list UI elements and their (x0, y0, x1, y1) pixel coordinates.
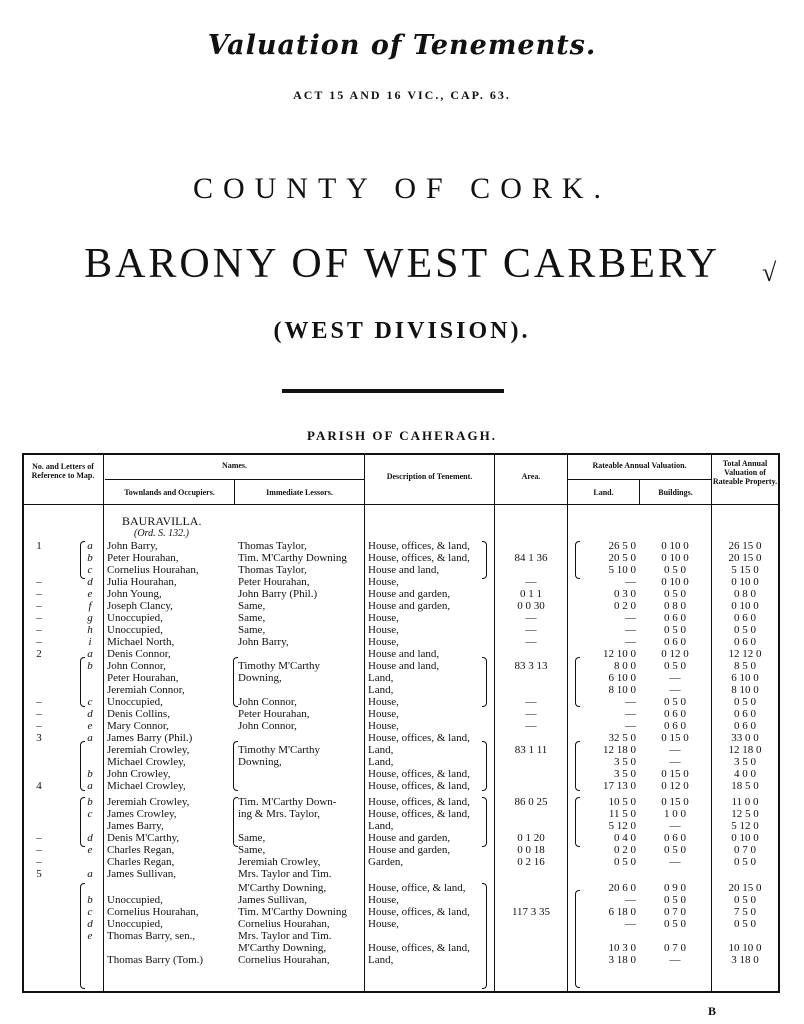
table-cell-no: – (36, 636, 42, 648)
table-cell-bld: 0 5 0 (664, 844, 686, 856)
table-cell-land: 6 18 0 (608, 906, 636, 918)
table-cell-letter: e (87, 844, 93, 856)
table-cell-land: 0 2 0 (614, 844, 636, 856)
table-cell-desc: Land, (368, 672, 394, 684)
table-cell-no: – (36, 832, 42, 844)
table-cell-tot: 5 12 0 (731, 820, 759, 832)
table-cell-area: 0 1 1 (520, 588, 542, 600)
table-cell-area: 83 1 11 (514, 744, 548, 756)
ordnance-sheet: (Ord. S. 132.) (134, 528, 189, 539)
table-cell-les: M'Carthy Downing, (238, 942, 327, 954)
table-cell-no: – (36, 696, 42, 708)
table-cell-bld: 0 10 0 (661, 552, 689, 564)
table-cell-occ: Julia Hourahan, (107, 576, 177, 588)
table-cell-no: – (36, 624, 42, 636)
table-cell-land: 12 18 0 (603, 744, 636, 756)
table-cell-land: — (625, 636, 636, 648)
table-cell-area: 83 3 13 (514, 660, 548, 672)
table-cell-land: 3 5 0 (614, 768, 636, 780)
table-cell-desc: House, offices, & land, (368, 796, 470, 808)
table-cell-occ: Michael Crowley, (107, 780, 186, 792)
table-cell-occ: James Sullivan, (107, 868, 177, 880)
header-names: Names. (221, 461, 248, 470)
table-cell-letter: d (87, 708, 93, 720)
table-cell-les: Mrs. Taylor and Tim. (238, 930, 332, 942)
table-cell-occ: Denis Connor, (107, 648, 171, 660)
table-cell-tot: 20 15 0 (728, 882, 762, 894)
table-cell-letter: c (87, 906, 93, 918)
table-cell-land: 3 18 0 (608, 954, 636, 966)
table-cell-land: 0 2 0 (614, 600, 636, 612)
table-cell-tot: 5 15 0 (731, 564, 759, 576)
table-cell-no: – (36, 856, 42, 868)
header-buildings: Buildings. (658, 488, 693, 497)
table-cell-no: 4 (36, 780, 42, 792)
table-cell-tot: 0 6 0 (734, 636, 756, 648)
table-cell-land: — (625, 612, 636, 624)
county-heading: COUNTY OF CORK. (192, 172, 612, 205)
header-townlands: Townlands and Occupiers. (124, 488, 215, 497)
table-cell-land: — (625, 720, 636, 732)
table-cell-desc: House, (368, 624, 399, 636)
table-cell-desc: House and land, (368, 660, 440, 672)
table-cell-tot: 0 6 0 (734, 612, 756, 624)
table-cell-bld: 0 6 0 (664, 708, 686, 720)
table-cell-no: – (36, 600, 42, 612)
table-cell-bld: — (669, 672, 681, 684)
table-cell-les: Same, (238, 612, 266, 624)
table-cell-desc: House and garden, (368, 600, 451, 612)
table-cell-land: — (625, 696, 636, 708)
table-cell-bld: 0 10 0 (661, 576, 689, 588)
division-heading: (WEST DIVISION). (273, 318, 531, 344)
table-cell-desc: House, offices, & land, (368, 732, 470, 744)
table-cell-desc: Land, (368, 684, 394, 696)
header-land: Land. (593, 488, 614, 497)
table-cell-bld: 0 15 0 (661, 796, 689, 808)
page-signature: B (708, 1004, 717, 1018)
table-cell-letter: a (87, 868, 93, 880)
table-cell-les: Same, (238, 600, 266, 612)
table-cell-desc: House and land, (368, 648, 440, 660)
table-cell-les: Mrs. Taylor and Tim. (238, 868, 332, 880)
table-cell-letter: b (87, 894, 93, 906)
divider-rule (282, 389, 504, 393)
table-cell-occ: Michael Crowley, (107, 756, 186, 768)
table-cell-bld: 0 6 0 (664, 636, 686, 648)
check-mark: √ (762, 258, 777, 287)
table-cell-les: Thomas Taylor, (238, 564, 307, 576)
table-cell-tot: 0 10 0 (731, 832, 759, 844)
table-cell-occ: Unoccupied, (107, 894, 163, 906)
table-cell-les: Downing, (238, 672, 282, 684)
table-cell-letter: c (87, 564, 93, 576)
table-cell-tot: 0 5 0 (734, 918, 756, 930)
table-cell-letter: e (87, 930, 93, 942)
table-cell-bld: 0 12 0 (661, 648, 689, 660)
table-cell-occ: John Young, (107, 588, 162, 600)
table-cell-occ: James Barry, (107, 820, 164, 832)
table-cell-land: 5 12 0 (608, 820, 636, 832)
table-cell-letter: i (88, 636, 92, 648)
table-cell-area: 0 0 18 (517, 844, 545, 856)
table-cell-land: 26 5 0 (608, 540, 636, 552)
table-cell-bld: 0 15 0 (661, 768, 689, 780)
table-cell-tot: 6 10 0 (731, 672, 759, 684)
table-cell-tot: 8 10 0 (731, 684, 759, 696)
table-cell-land: 3 5 0 (614, 756, 636, 768)
table-cell-letter: a (87, 648, 93, 660)
table-cell-land: 10 5 0 (608, 796, 636, 808)
table-cell-letter: h (87, 624, 93, 636)
table-cell-occ: Michael North, (107, 636, 175, 648)
table-cell-desc: House, offices, & land, (368, 906, 470, 918)
table-cell-letter: e (87, 720, 93, 732)
table-cell-no: 1 (36, 540, 42, 552)
table-cell-desc: House, offices, & land, (368, 808, 470, 820)
table-cell-les: Cornelius Hourahan, (238, 918, 330, 930)
header-lessors: Immediate Lessors. (266, 488, 333, 497)
header-rateable: Rateable Annual Valuation. (592, 461, 687, 470)
table-cell-letter: b (87, 768, 93, 780)
table-cell-letter: b (87, 660, 93, 672)
table-cell-occ: Peter Hourahan, (107, 552, 179, 564)
table-cell-land: 10 3 0 (608, 942, 636, 954)
table-cell-area: — (525, 576, 537, 588)
table-cell-area: — (525, 696, 537, 708)
brace (482, 741, 487, 791)
table-cell-land: 0 3 0 (614, 588, 636, 600)
table-cell-occ: James Barry (Phil.) (107, 732, 193, 744)
table-cell-les: James Sullivan, (238, 894, 308, 906)
table-cell-tot: 3 18 0 (731, 954, 759, 966)
table-cell-area: — (525, 708, 537, 720)
table-cell-bld: 0 9 0 (664, 882, 686, 894)
table-cell-occ: John Connor, (107, 660, 166, 672)
table-cell-no: – (36, 588, 42, 600)
table-cell-area: — (525, 612, 537, 624)
table-cell-land: 11 5 0 (608, 808, 636, 820)
table-cell-tot: 0 8 0 (734, 588, 756, 600)
table-cell-area: 86 0 25 (514, 796, 548, 808)
table-cell-area: 0 1 20 (517, 832, 545, 844)
table-cell-occ: Jeremiah Connor, (107, 684, 185, 696)
document-title: Valuation of Tenements. (207, 30, 597, 61)
table-cell-occ: Unoccupied, (107, 696, 163, 708)
table-cell-bld: 0 7 0 (664, 942, 686, 954)
table-cell-desc: Land, (368, 954, 394, 966)
table-cell-letter: b (87, 796, 93, 808)
brace (482, 883, 487, 989)
table-cell-les: Downing, (238, 756, 282, 768)
table-cell-land: — (625, 918, 636, 930)
table-cell-les: ing & Mrs. Taylor, (238, 808, 321, 820)
table-cell-desc: Land, (368, 756, 394, 768)
table-cell-desc: House, (368, 576, 399, 588)
table-cell-occ: Charles Regan, (107, 844, 175, 856)
table-cell-bld: — (669, 684, 681, 696)
table-cell-les: John Connor, (238, 720, 297, 732)
table-cell-area: — (525, 624, 537, 636)
table-cell-occ: John Crowley, (107, 768, 171, 780)
table-cell-desc: House, offices, & land, (368, 540, 470, 552)
header-no: No. and Letters of Reference to Map. (31, 462, 95, 480)
table-cell-letter: d (87, 918, 93, 930)
table-cell-occ: James Crowley, (107, 808, 177, 820)
table-cell-tot: 0 6 0 (734, 708, 756, 720)
table-cell-tot: 0 7 0 (734, 844, 756, 856)
table-cell-land: — (625, 708, 636, 720)
table-cell-land: 0 4 0 (614, 832, 636, 844)
table-cell-land: — (625, 576, 636, 588)
header-total: Total Annual Valuation of Rateable Property. (712, 459, 778, 486)
table-cell-letter: f (88, 600, 92, 612)
table-cell-desc: Land, (368, 744, 394, 756)
table-cell-land: 0 5 0 (614, 856, 636, 868)
table-cell-desc: House, offices, & land, (368, 780, 470, 792)
column-divider (494, 453, 495, 993)
table-cell-bld: — (669, 820, 681, 832)
table-cell-no: 2 (36, 648, 42, 660)
table-cell-area: 0 0 30 (517, 600, 545, 612)
table-cell-bld: 1 0 0 (664, 808, 686, 820)
table-cell-letter: a (87, 780, 93, 792)
table-cell-area: 117 3 35 (511, 906, 551, 918)
table-cell-les: Cornelius Hourahan, (238, 954, 330, 966)
table-cell-letter: b (87, 552, 93, 564)
table-cell-occ: Cornelius Hourahan, (107, 564, 199, 576)
table-cell-desc: House, offices, & land, (368, 942, 470, 954)
table-cell-desc: House, (368, 708, 399, 720)
table-cell-bld: 0 8 0 (664, 600, 686, 612)
table-cell-occ: John Barry, (107, 540, 158, 552)
table-cell-bld: 0 5 0 (664, 918, 686, 930)
column-divider (103, 453, 104, 993)
table-cell-bld: 0 5 0 (664, 660, 686, 672)
table-cell-les: Tim. M'Carthy Downing (238, 552, 347, 564)
table-cell-no: – (36, 612, 42, 624)
table-cell-occ: Unoccupied, (107, 612, 163, 624)
table-cell-occ: Unoccupied, (107, 624, 163, 636)
table-cell-bld: 0 7 0 (664, 906, 686, 918)
table-cell-no: 3 (36, 732, 42, 744)
table-cell-desc: House, offices, & land, (368, 768, 470, 780)
table-cell-tot: 33 0 0 (731, 732, 759, 744)
table-cell-les: M'Carthy Downing, (238, 882, 327, 894)
table-cell-les: John Connor, (238, 696, 297, 708)
act-reference: ACT 15 AND 16 VIC., CAP. 63. (293, 88, 511, 102)
table-cell-land: 5 10 0 (608, 564, 636, 576)
table-cell-no: – (36, 576, 42, 588)
table-cell-bld: — (669, 954, 681, 966)
table-cell-tot: 4 0 0 (734, 768, 756, 780)
header-subrule (567, 479, 711, 480)
table-cell-bld: 0 5 0 (664, 588, 686, 600)
table-cell-land: 20 5 0 (608, 552, 636, 564)
barony-heading: BARONY OF WEST CARBERY (84, 241, 720, 287)
table-cell-bld: 0 6 0 (664, 832, 686, 844)
table-cell-tot: 0 5 0 (734, 696, 756, 708)
table-cell-les: Peter Hourahan, (238, 576, 310, 588)
table-cell-bld: 0 5 0 (664, 624, 686, 636)
table-cell-occ: Charles Regan, (107, 856, 175, 868)
header-subrule (105, 479, 364, 480)
table-cell-desc: House, (368, 612, 399, 624)
table-cell-tot: 0 10 0 (731, 576, 759, 588)
table-cell-tot: 0 5 0 (734, 894, 756, 906)
table-cell-bld: 0 5 0 (664, 894, 686, 906)
table-cell-land: 17 13 0 (603, 780, 636, 792)
column-divider (364, 453, 365, 993)
table-cell-area: — (525, 636, 537, 648)
table-cell-tot: 12 18 0 (728, 744, 762, 756)
column-divider (567, 453, 568, 993)
table-cell-tot: 10 10 0 (728, 942, 762, 954)
table-cell-occ: Jeremiah Crowley, (107, 744, 190, 756)
table-cell-tot: 20 15 0 (728, 552, 762, 564)
table-cell-area: 0 2 16 (517, 856, 545, 868)
table-cell-bld: 0 5 0 (664, 696, 686, 708)
table-cell-bld: — (669, 756, 681, 768)
table-cell-letter: a (87, 540, 93, 552)
table-cell-occ: Thomas Barry, sen., (107, 930, 196, 942)
table-cell-occ: Joseph Clancy, (107, 600, 173, 612)
table-cell-letter: c (87, 808, 93, 820)
table-cell-tot: 0 5 0 (734, 856, 756, 868)
table-cell-tot: 0 5 0 (734, 624, 756, 636)
table-cell-desc: House, offices, & land, (368, 552, 470, 564)
table-cell-les: Same, (238, 624, 266, 636)
table-cell-tot: 8 5 0 (734, 660, 756, 672)
table-cell-desc: House, (368, 918, 399, 930)
table-cell-occ: Peter Hourahan, (107, 672, 179, 684)
table-cell-bld: 0 6 0 (664, 720, 686, 732)
table-cell-desc: House, (368, 894, 399, 906)
table-cell-land: 20 6 0 (608, 882, 636, 894)
table-cell-occ: Jeremiah Crowley, (107, 796, 190, 808)
table-cell-land: 8 10 0 (608, 684, 636, 696)
table-cell-bld: 0 12 0 (661, 780, 689, 792)
table-cell-tot: 0 6 0 (734, 720, 756, 732)
table-cell-bld: — (669, 856, 681, 868)
table-cell-desc: House, (368, 696, 399, 708)
table-cell-area: 84 1 36 (514, 552, 548, 564)
table-cell-occ: Thomas Barry (Tom.) (107, 954, 204, 966)
table-cell-bld: 0 5 0 (664, 564, 686, 576)
table-cell-les: Tim. M'Carthy Downing (238, 906, 347, 918)
table-cell-area: — (525, 720, 537, 732)
table-cell-tot: 12 12 0 (728, 648, 762, 660)
table-cell-les: Timothy M'Carthy (238, 744, 320, 756)
table-cell-desc: House and garden, (368, 832, 451, 844)
column-divider (711, 453, 712, 993)
table-cell-les: Peter Hourahan, (238, 708, 310, 720)
table-cell-occ: Unoccupied, (107, 918, 163, 930)
table-cell-occ: Cornelius Hourahan, (107, 906, 199, 918)
table-cell-no: – (36, 844, 42, 856)
table-cell-occ: Denis Collins, (107, 708, 170, 720)
table-cell-desc: House and land, (368, 564, 440, 576)
table-cell-land: 6 10 0 (608, 672, 636, 684)
brace (482, 797, 487, 847)
table-cell-les: Tim. M'Carthy Down- (238, 796, 337, 808)
table-cell-desc: House and garden, (368, 588, 451, 600)
table-cell-no: – (36, 708, 42, 720)
table-cell-land: 32 5 0 (608, 732, 636, 744)
table-cell-desc: House, (368, 636, 399, 648)
header-rule (22, 504, 780, 505)
parish-heading: PARISH OF CAHERAGH. (306, 428, 498, 443)
table-cell-bld: 0 6 0 (664, 612, 686, 624)
table-cell-land: — (625, 624, 636, 636)
table-cell-desc: House, office, & land, (368, 882, 466, 894)
table-cell-no: 5 (36, 868, 42, 880)
table-cell-letter: d (87, 576, 93, 588)
table-cell-no: – (36, 720, 42, 732)
table-cell-tot: 11 0 0 (731, 796, 759, 808)
table-cell-les: Thomas Taylor, (238, 540, 307, 552)
table-cell-land: 12 10 0 (603, 648, 636, 660)
table-cell-letter: a (87, 732, 93, 744)
header-area: Area. (521, 472, 541, 481)
table-cell-les: Jeremiah Crowley, (238, 856, 321, 868)
table-cell-tot: 12 5 0 (731, 808, 759, 820)
table-cell-bld: 0 10 0 (661, 540, 689, 552)
table-cell-tot: 3 5 0 (734, 756, 756, 768)
table-cell-letter: e (87, 588, 93, 600)
townland-name: BAURAVILLA. (122, 514, 202, 528)
table-cell-les: Same, (238, 844, 266, 856)
table-cell-land: — (625, 894, 636, 906)
table-cell-bld: 0 15 0 (661, 732, 689, 744)
table-cell-desc: House and garden, (368, 844, 451, 856)
brace (482, 541, 487, 579)
table-cell-desc: Garden, (368, 856, 404, 868)
table-cell-bld: — (669, 744, 681, 756)
table-cell-tot: 0 10 0 (731, 600, 759, 612)
table-cell-letter: d (87, 832, 93, 844)
table-cell-les: John Barry, (238, 636, 289, 648)
table-cell-land: 8 0 0 (614, 660, 636, 672)
header-description: Description of Tenement. (386, 472, 473, 481)
brace (482, 657, 487, 707)
table-cell-letter: c (87, 696, 93, 708)
table-cell-occ: Denis M'Carthy, (107, 832, 180, 844)
table-cell-tot: 7 5 0 (734, 906, 756, 918)
table-cell-occ: Mary Connor, (107, 720, 169, 732)
table-cell-desc: House, (368, 720, 399, 732)
table-cell-tot: 26 15 0 (728, 540, 762, 552)
table-cell-desc: Land, (368, 820, 394, 832)
table-cell-les: Same, (238, 832, 266, 844)
table-cell-les: John Barry (Phil.) (238, 588, 318, 600)
table-cell-letter: g (87, 612, 93, 624)
table-cell-tot: 18 5 0 (731, 780, 759, 792)
table-cell-les: Timothy M'Carthy (238, 660, 320, 672)
